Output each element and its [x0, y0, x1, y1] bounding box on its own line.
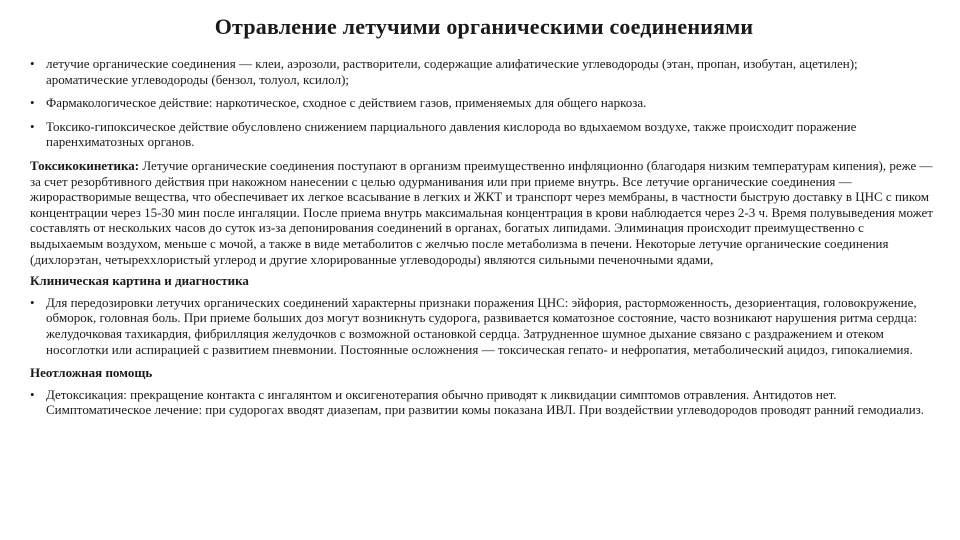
bullet-text: Фармакологическое действие: наркотическое, сходное с действием газов, применяемых для общего наркоза.: [46, 95, 647, 111]
bullet-text: летучие органические соединения — клеи, аэрозоли, растворители, содержащие алифатические углеводороды (этан, пропан, изобутан, ацетилен); ароматические углеводороды (бензол, толуол, ксилол);: [46, 56, 858, 87]
bullet-text: Детоксикация: прекращение контакта с ингалянтом и оксигенотерапия обычно приводят к ликвидации симптомов отравления. Антидотов нет. Симптоматическое лечение: при судорогах вводят диазепам, при развитии комы показана ИВЛ. При воздействии углеводородов проводят ранний гемодиализ.: [46, 386, 925, 418]
toxicokinetics-text: Летучие органические соединения поступают в организм преимущественно инфляционно (благодаря низким температурам кипения), реже — за счет резорбтивного действия при накожном нанесении с целью одурманивания или при приеме внутрь. Все летучие органические соединения — жирорастворимые вещества, что обеспечивает их легкое всасывание в легких и ЖКТ и транспорт через мембраны, в частности быструю доставку в ЦНС с пиком концентрации через 15-30 мин после ингаляции. После приема внутрь максимальная концентрация в крови наблюдается через 2-3 ч. Время полувыведения может составлять от нескольких часов до суток из-за депонирования соединений в органах, богатых липидами. Элиминация происходит преимущественно с выдыхаемым воздухом, меньше с мочой, а также в виде метаболитов с желчью после метаболизма в печени. Некоторые летучие органические соединения (дихлорэтан, четыреххлористый углерод и другие хлорированные углеводороды) являются сильными печеночными ядами,: [30, 157, 933, 267]
bullet-text: Токсико-гипоксическое действие обусловлено снижением парциального давления кислорода во вдыхаемом воздухе, также происходит поражение паренхиматозных органов.: [46, 118, 857, 150]
emergency-heading: Неотложная помощь: [30, 365, 153, 381]
list-item: [30, 387, 938, 418]
bullet-icon: •: [30, 118, 35, 134]
bullet-icon: •: [30, 386, 35, 402]
list-item: [30, 95, 938, 111]
list-item: [30, 295, 938, 357]
slide-body: [30, 56, 938, 418]
page-title: Отравление летучими органическими соединениями: [214, 14, 754, 39]
toxicokinetics-label: Токсикокинетика:: [30, 157, 140, 173]
list-item: [30, 56, 938, 87]
bullet-icon: •: [30, 56, 35, 71]
bullet-text: Для передозировки летучих органических соединений характерны признаки поражения ЦНС: эйфория, расторможенность, дезориентация, головокружение, обморок, головная боль. При приеме больших доз могут возникнуть судорога, развивается коматозное состояние, часто возникают нарушения ритма сердца: желудочковая тахикардия, фибрилляция желудочков с возможной остановкой сердца. Затрудненное шумное дыхание связано с раздражением и отеком носоглотки или аспирацией с развитием пневмонии. Постоянные осложнения — токсическая гепато- и нефропатия, метаболический ацидоз, гипокалиемия.: [46, 294, 918, 357]
bullet-icon: •: [30, 294, 35, 310]
toxicokinetics-paragraph: [30, 158, 938, 267]
clinical-heading: Клиническая картина и диагностика: [30, 273, 249, 289]
bullet-icon: •: [30, 95, 35, 111]
list-item: [30, 119, 938, 150]
